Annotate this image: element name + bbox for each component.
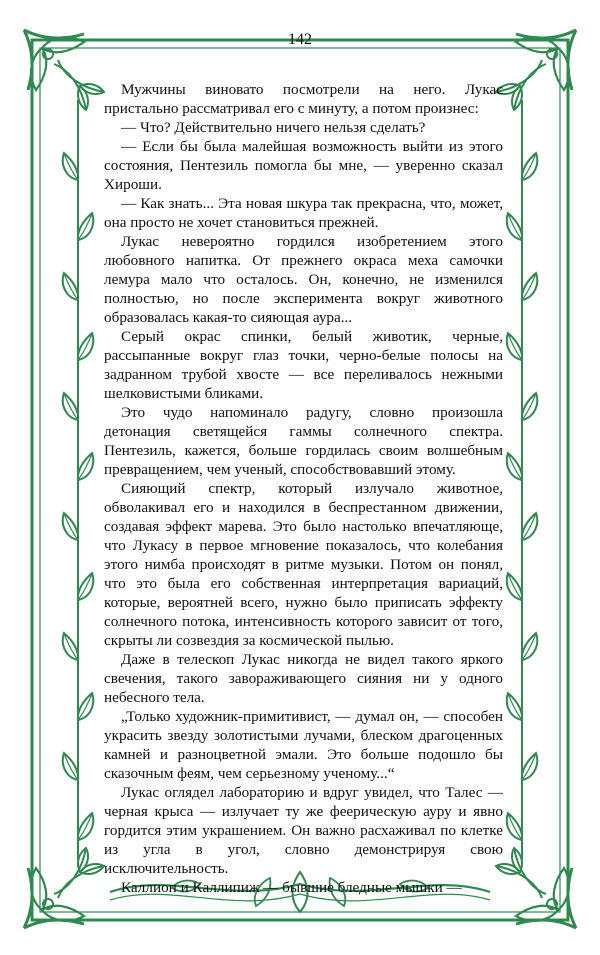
paragraph: — Как знать... Эта новая шкура так прекрасна, что, может, она просто не хочет становиться прежней. <box>104 195 503 231</box>
paragraph: Сияющий спектр, который излучало животное, обволакивал его и находился в беспрестанном движении, создавая эффект марева. Это было настолько впечатляюще, что Лукасу в первое мгновение показалось, что колебания этого нимба происходят в ритме музыки. Потом он понял, что это была его собственная интерпретация вариаций, которые, вероятней всего, нужно было приписать эффекту солнечного потока, интенсивность которого зависит от того, скрыты ли созвездия за космической пылью. <box>104 480 503 649</box>
body-text <box>104 80 503 897</box>
paragraph: Мужчины виновато посмотрели на него. Лукас пристально рассматривал его с минуту, а потом произнес: <box>104 81 503 117</box>
paragraph: Серый окрас спинки, белый животик, черные, рассыпанные вокруг глаз точки, черно-белые полосы на задранном трубой хвосте — все переливалось нежными шелковистыми бликами. <box>104 328 503 402</box>
paragraph: Это чудо напоминало радугу, словно произошла детонация светящейся гаммы солнечного спектра. Пентезиль, кажется, больше гордилась своим волшебным превращением, чем ученый, способствовавший этому. <box>104 404 503 478</box>
paragraph: Лукас невероятно гордился изобретением этого любовного напитка. От прежнего окраса меха самочки лемура мало что осталось. Он, конечно, не изменился полностью, но после эксперимента вокруг животного образовалась какая-то сияющая аура... <box>104 233 503 326</box>
paragraph: Лукас оглядел лабораторию и вдруг увидел, что Талес — черная крыса — излучает ту же феерическую ауру и явно гордится этим украшением. Он важно расхаживал по клетке из угла в угол, словно демонстрируя свою исключительность. <box>104 784 503 877</box>
paragraph: — Если бы была малейшая возможность выйти из этого состояния, Пентезиль помогла бы мне, — уверенно сказал Хироши. <box>104 138 503 193</box>
paragraph: Каллиоп и Каллипиж — бывшие бледные мышки — <box>121 879 462 896</box>
paragraph: „Только художник-примитивист, — думал он, — способен украсить звезду золотистыми лучами, блеском драгоценных камней и разноцветной эмали. Это больше подошло бы сказочным феям, чем серьезному ученому...“ <box>104 708 503 782</box>
paragraph: Даже в телескоп Лукас никогда не видел такого яркого свечения, такого завораживающего сияния ни у одного небесного тела. <box>104 651 503 706</box>
paragraph: — Что? Действительно ничего нельзя сделать? <box>121 119 426 136</box>
page-number: 142 <box>288 31 312 48</box>
